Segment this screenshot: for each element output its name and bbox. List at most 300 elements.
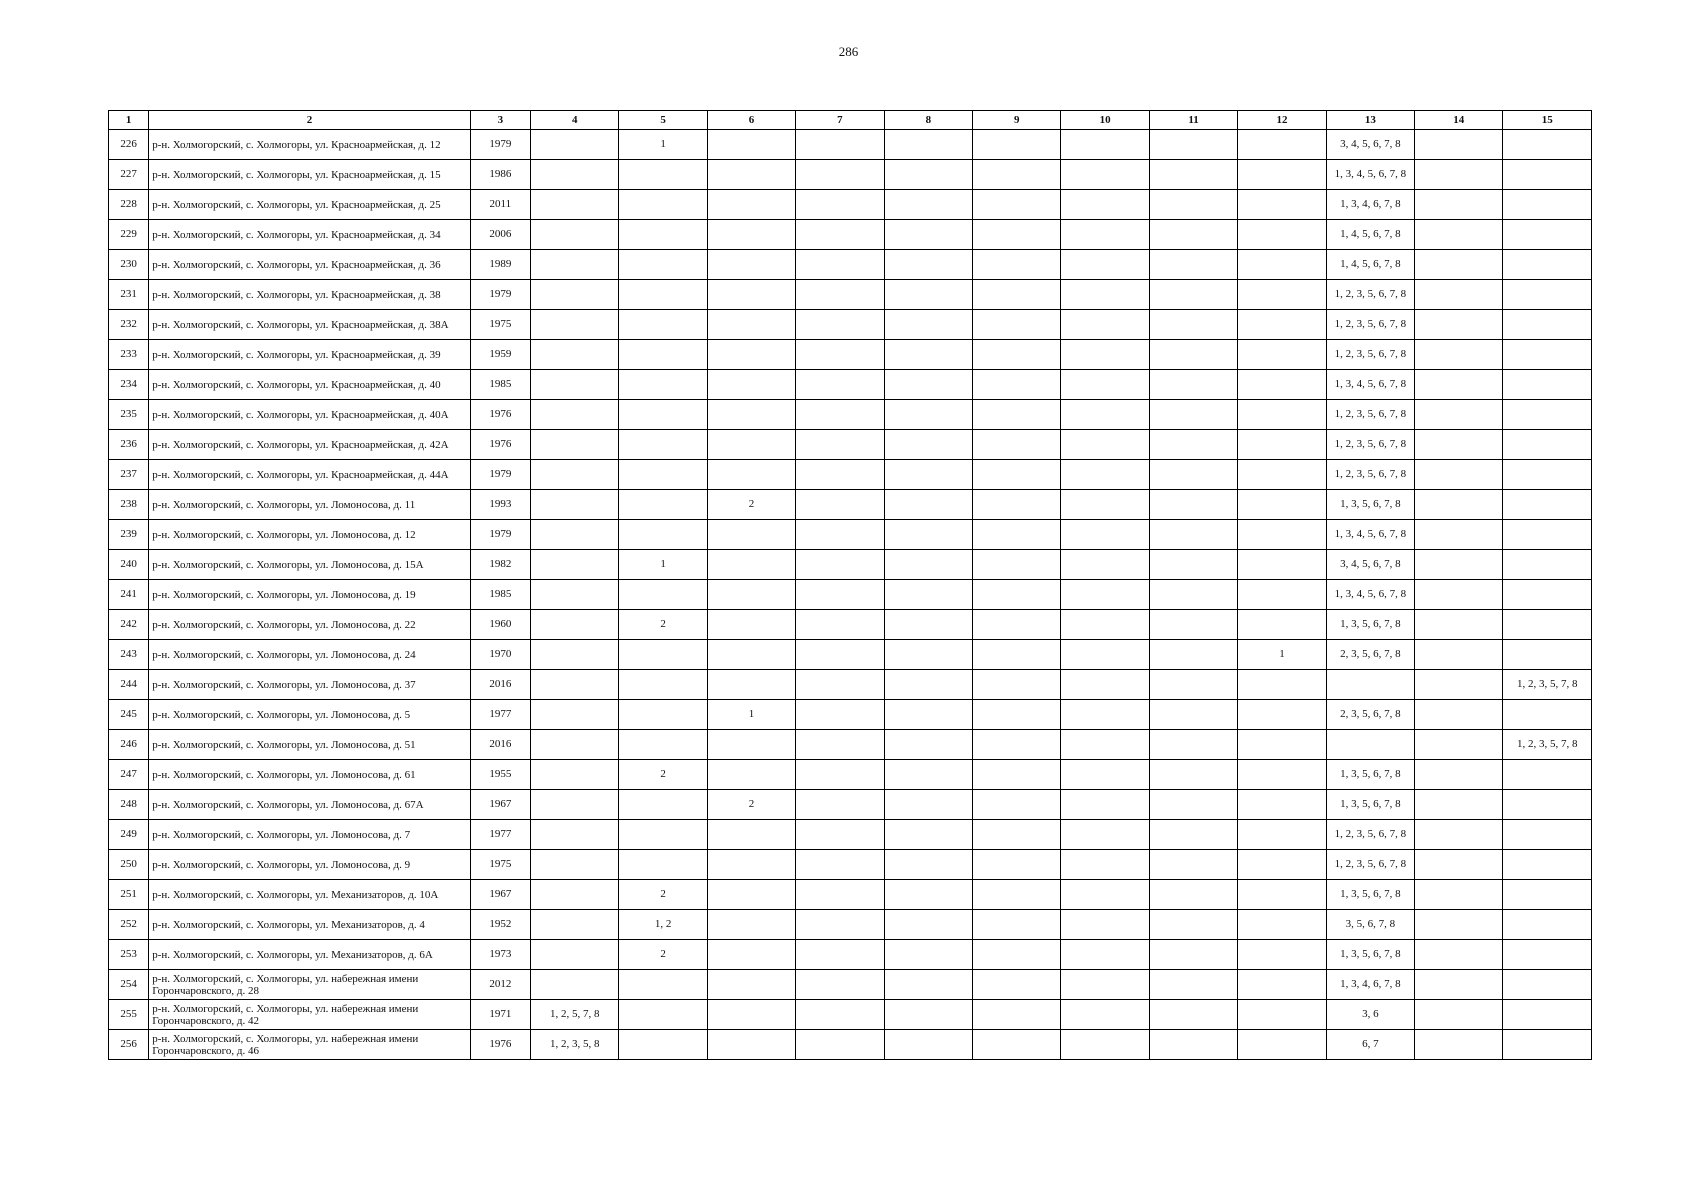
table-cell xyxy=(1238,790,1326,820)
table-cell xyxy=(530,340,618,370)
table-cell: 2 xyxy=(707,790,795,820)
table-body xyxy=(109,130,1592,1060)
table-row xyxy=(109,1030,1592,1060)
table-cell xyxy=(973,310,1061,340)
table-cell xyxy=(1415,310,1503,340)
row-number-cell: 234 xyxy=(109,370,149,400)
table-cell xyxy=(1149,1030,1237,1060)
table-cell xyxy=(1238,340,1326,370)
table-cell: 3, 4, 5, 6, 7, 8 xyxy=(1326,130,1414,160)
table-cell xyxy=(1503,190,1592,220)
address-cell: р-н. Холмогорский, с. Холмогоры, ул. Механизаторов, д. 6А xyxy=(149,940,471,970)
table-cell xyxy=(1238,670,1326,700)
year-cell: 1977 xyxy=(470,700,530,730)
table-cell xyxy=(973,160,1061,190)
table-cell: 1, 2, 3, 5, 6, 7, 8 xyxy=(1326,820,1414,850)
table-cell xyxy=(1238,160,1326,190)
table-cell xyxy=(1061,580,1149,610)
table-cell xyxy=(530,580,618,610)
table-cell xyxy=(619,310,707,340)
column-header-7: 7 xyxy=(796,111,884,130)
table-cell xyxy=(619,790,707,820)
table-cell xyxy=(707,310,795,340)
table-cell xyxy=(1149,760,1237,790)
table-cell xyxy=(796,1000,884,1030)
table-cell xyxy=(1503,220,1592,250)
year-cell: 1971 xyxy=(470,1000,530,1030)
header-row xyxy=(109,111,1592,130)
table-cell xyxy=(973,490,1061,520)
table-cell xyxy=(796,250,884,280)
table-cell xyxy=(707,190,795,220)
table-cell: 2, 3, 5, 6, 7, 8 xyxy=(1326,700,1414,730)
table-cell xyxy=(1238,700,1326,730)
row-number-cell: 240 xyxy=(109,550,149,580)
table-cell xyxy=(884,160,972,190)
table-cell xyxy=(973,550,1061,580)
row-number-cell: 251 xyxy=(109,880,149,910)
year-cell: 2011 xyxy=(470,190,530,220)
table-cell xyxy=(1415,400,1503,430)
table-cell xyxy=(1149,250,1237,280)
table-row xyxy=(109,190,1592,220)
table-cell xyxy=(1503,850,1592,880)
table-cell xyxy=(619,190,707,220)
table-cell xyxy=(530,940,618,970)
table-row xyxy=(109,880,1592,910)
table-cell xyxy=(796,700,884,730)
row-number-cell: 232 xyxy=(109,310,149,340)
year-cell: 1973 xyxy=(470,940,530,970)
table-cell xyxy=(796,850,884,880)
table-cell xyxy=(530,520,618,550)
table-cell xyxy=(707,460,795,490)
table-cell xyxy=(884,910,972,940)
table-cell xyxy=(707,820,795,850)
table-cell xyxy=(707,730,795,760)
table-cell xyxy=(884,1000,972,1030)
table-cell xyxy=(1415,520,1503,550)
table-cell xyxy=(530,490,618,520)
table-cell xyxy=(973,400,1061,430)
column-header-15: 15 xyxy=(1503,111,1592,130)
table-cell xyxy=(1415,820,1503,850)
table-cell xyxy=(619,220,707,250)
table-cell xyxy=(530,970,618,1000)
table-cell xyxy=(619,370,707,400)
table-cell: 1, 2, 3, 5, 6, 7, 8 xyxy=(1326,340,1414,370)
table-row xyxy=(109,640,1592,670)
table-cell xyxy=(1415,460,1503,490)
table-cell xyxy=(619,340,707,370)
table-cell xyxy=(1503,1000,1592,1030)
table-row xyxy=(109,520,1592,550)
table-cell xyxy=(619,490,707,520)
table-cell xyxy=(1149,940,1237,970)
table-cell xyxy=(619,460,707,490)
table-cell xyxy=(530,880,618,910)
table-cell xyxy=(530,760,618,790)
table-cell xyxy=(530,280,618,310)
table-cell xyxy=(1061,670,1149,700)
table-cell xyxy=(619,520,707,550)
table-cell xyxy=(1415,880,1503,910)
table-cell xyxy=(1503,640,1592,670)
table-cell xyxy=(1061,910,1149,940)
table-cell xyxy=(884,790,972,820)
table-cell xyxy=(1238,880,1326,910)
table-cell xyxy=(1149,1000,1237,1030)
table-cell xyxy=(1149,790,1237,820)
table-cell: 1, 3, 5, 6, 7, 8 xyxy=(1326,760,1414,790)
table-cell xyxy=(1238,1000,1326,1030)
table-cell xyxy=(1149,730,1237,760)
table-cell xyxy=(796,490,884,520)
year-cell: 1967 xyxy=(470,880,530,910)
table-cell: 1, 2, 5, 7, 8 xyxy=(530,1000,618,1030)
table-cell xyxy=(530,730,618,760)
table-cell xyxy=(1503,970,1592,1000)
table-cell xyxy=(1061,520,1149,550)
table-cell xyxy=(1149,460,1237,490)
table-cell xyxy=(796,520,884,550)
row-number-cell: 252 xyxy=(109,910,149,940)
table-cell xyxy=(1238,460,1326,490)
table-cell: 2, 3, 5, 6, 7, 8 xyxy=(1326,640,1414,670)
table-cell xyxy=(1061,370,1149,400)
table-cell: 3, 5, 6, 7, 8 xyxy=(1326,910,1414,940)
table-cell xyxy=(796,550,884,580)
table-cell: 3, 6 xyxy=(1326,1000,1414,1030)
row-number-cell: 233 xyxy=(109,340,149,370)
table-cell xyxy=(707,430,795,460)
table-cell xyxy=(707,850,795,880)
table-cell xyxy=(1326,670,1414,700)
table-cell: 2 xyxy=(619,940,707,970)
table-cell xyxy=(619,400,707,430)
table-cell xyxy=(619,970,707,1000)
table-cell xyxy=(1503,160,1592,190)
column-header-4: 4 xyxy=(530,111,618,130)
year-cell: 1985 xyxy=(470,580,530,610)
table-cell xyxy=(1238,850,1326,880)
address-cell: р-н. Холмогорский, с. Холмогоры, ул. Красноармейская, д. 12 xyxy=(149,130,471,160)
year-cell: 1977 xyxy=(470,820,530,850)
row-number-cell: 243 xyxy=(109,640,149,670)
year-cell: 1970 xyxy=(470,640,530,670)
column-header-9: 9 xyxy=(973,111,1061,130)
table-cell xyxy=(884,250,972,280)
table-cell: 1, 3, 5, 6, 7, 8 xyxy=(1326,880,1414,910)
table-cell xyxy=(884,820,972,850)
table-cell xyxy=(884,310,972,340)
row-number-cell: 237 xyxy=(109,460,149,490)
table-cell xyxy=(1061,850,1149,880)
table-cell xyxy=(1238,970,1326,1000)
table-cell xyxy=(1415,250,1503,280)
table-cell xyxy=(1149,310,1237,340)
year-cell: 2016 xyxy=(470,670,530,700)
table-cell xyxy=(1503,580,1592,610)
table-cell xyxy=(1061,460,1149,490)
table-cell xyxy=(1149,700,1237,730)
table-cell: 1 xyxy=(619,130,707,160)
table-cell xyxy=(1149,490,1237,520)
table-cell xyxy=(619,700,707,730)
table-cell xyxy=(1415,730,1503,760)
address-cell: р-н. Холмогорский, с. Холмогоры, ул. Ломоносова, д. 15А xyxy=(149,550,471,580)
table-cell xyxy=(1149,400,1237,430)
table-cell xyxy=(1238,130,1326,160)
table-cell xyxy=(796,970,884,1000)
table-cell: 1, 2, 3, 5, 6, 7, 8 xyxy=(1326,280,1414,310)
table-cell xyxy=(619,820,707,850)
year-cell: 1985 xyxy=(470,370,530,400)
table-row xyxy=(109,310,1592,340)
table-cell xyxy=(1149,670,1237,700)
table-cell: 1, 4, 5, 6, 7, 8 xyxy=(1326,220,1414,250)
row-number-cell: 241 xyxy=(109,580,149,610)
table-cell xyxy=(1149,910,1237,940)
table-cell xyxy=(707,160,795,190)
table-row xyxy=(109,220,1592,250)
table-cell xyxy=(1503,550,1592,580)
table-cell xyxy=(796,280,884,310)
table-cell xyxy=(1415,910,1503,940)
table-cell xyxy=(707,220,795,250)
row-number-cell: 244 xyxy=(109,670,149,700)
table-cell: 1, 2, 3, 5, 6, 7, 8 xyxy=(1326,400,1414,430)
table-cell xyxy=(1415,610,1503,640)
table-cell: 1, 2, 3, 5, 7, 8 xyxy=(1503,670,1592,700)
table-cell xyxy=(1149,190,1237,220)
table-cell xyxy=(1503,610,1592,640)
table-cell xyxy=(619,850,707,880)
table-cell xyxy=(1415,1030,1503,1060)
table-cell xyxy=(884,580,972,610)
table-cell xyxy=(1061,790,1149,820)
table-cell xyxy=(796,190,884,220)
table-row xyxy=(109,490,1592,520)
table-cell xyxy=(1503,310,1592,340)
table-cell xyxy=(1149,160,1237,190)
year-cell: 1979 xyxy=(470,130,530,160)
address-cell: р-н. Холмогорский, с. Холмогоры, ул. Ломоносова, д. 67А xyxy=(149,790,471,820)
row-number-cell: 247 xyxy=(109,760,149,790)
year-cell: 1960 xyxy=(470,610,530,640)
table-cell xyxy=(530,250,618,280)
table-cell xyxy=(530,910,618,940)
row-number-cell: 246 xyxy=(109,730,149,760)
table-cell xyxy=(1415,760,1503,790)
table-cell xyxy=(973,520,1061,550)
row-number-cell: 242 xyxy=(109,610,149,640)
year-cell: 1959 xyxy=(470,340,530,370)
table-cell xyxy=(1503,280,1592,310)
table-cell xyxy=(973,970,1061,1000)
table-cell xyxy=(1149,370,1237,400)
year-cell: 2006 xyxy=(470,220,530,250)
year-cell: 1986 xyxy=(470,160,530,190)
table-cell xyxy=(973,580,1061,610)
table-cell xyxy=(1503,820,1592,850)
table-cell xyxy=(707,130,795,160)
table-cell xyxy=(1061,940,1149,970)
row-number-cell: 228 xyxy=(109,190,149,220)
table-row xyxy=(109,400,1592,430)
table-cell xyxy=(973,910,1061,940)
table-cell xyxy=(1238,940,1326,970)
table-cell xyxy=(707,1000,795,1030)
table-row xyxy=(109,790,1592,820)
table-cell xyxy=(796,880,884,910)
table-cell xyxy=(973,460,1061,490)
table-cell: 1, 3, 4, 5, 6, 7, 8 xyxy=(1326,370,1414,400)
table-cell xyxy=(884,700,972,730)
table-cell: 1 xyxy=(707,700,795,730)
row-number-cell: 231 xyxy=(109,280,149,310)
table-cell xyxy=(1149,550,1237,580)
table-cell xyxy=(884,460,972,490)
table-cell xyxy=(1061,550,1149,580)
table-row xyxy=(109,970,1592,1000)
table-cell xyxy=(1061,280,1149,310)
year-cell: 1979 xyxy=(470,520,530,550)
table-cell xyxy=(1061,490,1149,520)
table-cell xyxy=(973,670,1061,700)
table-cell xyxy=(1149,430,1237,460)
table-cell xyxy=(973,820,1061,850)
table-cell xyxy=(973,1030,1061,1060)
table-cell xyxy=(1503,400,1592,430)
address-cell: р-н. Холмогорский, с. Холмогоры, ул. Ломоносова, д. 51 xyxy=(149,730,471,760)
table-cell xyxy=(530,400,618,430)
table-cell xyxy=(619,640,707,670)
table-cell xyxy=(1238,610,1326,640)
table-cell xyxy=(1503,130,1592,160)
table-cell xyxy=(1326,730,1414,760)
year-cell: 1989 xyxy=(470,250,530,280)
table-cell xyxy=(530,310,618,340)
table-cell xyxy=(884,280,972,310)
table-cell: 1, 3, 5, 6, 7, 8 xyxy=(1326,490,1414,520)
row-number-cell: 248 xyxy=(109,790,149,820)
table-cell xyxy=(1415,700,1503,730)
address-cell: р-н. Холмогорский, с. Холмогоры, ул. Красноармейская, д. 34 xyxy=(149,220,471,250)
table-cell: 1, 3, 4, 6, 7, 8 xyxy=(1326,190,1414,220)
table-cell xyxy=(1061,880,1149,910)
table-cell xyxy=(530,550,618,580)
table-cell xyxy=(884,370,972,400)
table-cell xyxy=(1415,640,1503,670)
table-cell xyxy=(1238,820,1326,850)
table-cell xyxy=(1415,340,1503,370)
table-cell: 1, 3, 5, 6, 7, 8 xyxy=(1326,790,1414,820)
year-cell: 1975 xyxy=(470,310,530,340)
table-cell: 1, 2 xyxy=(619,910,707,940)
table-cell xyxy=(1503,490,1592,520)
table-cell xyxy=(973,880,1061,910)
table-cell xyxy=(884,490,972,520)
table-cell xyxy=(1238,430,1326,460)
table-cell xyxy=(1149,130,1237,160)
table-cell xyxy=(796,130,884,160)
row-number-cell: 230 xyxy=(109,250,149,280)
table-cell xyxy=(1061,220,1149,250)
column-header-14: 14 xyxy=(1415,111,1503,130)
table-cell: 1 xyxy=(1238,640,1326,670)
table-cell xyxy=(1503,760,1592,790)
table-cell xyxy=(1415,430,1503,460)
table-cell xyxy=(973,1000,1061,1030)
address-cell: р-н. Холмогорский, с. Холмогоры, ул. Ломоносова, д. 37 xyxy=(149,670,471,700)
address-cell: р-н. Холмогорский, с. Холмогоры, ул. Красноармейская, д. 40 xyxy=(149,370,471,400)
table-cell xyxy=(884,970,972,1000)
table-cell xyxy=(707,250,795,280)
table-cell xyxy=(1238,910,1326,940)
address-cell: р-н. Холмогорский, с. Холмогоры, ул. Красноармейская, д. 42А xyxy=(149,430,471,460)
table-cell xyxy=(973,850,1061,880)
row-number-cell: 226 xyxy=(109,130,149,160)
address-cell: р-н. Холмогорский, с. Холмогоры, ул. Красноармейская, д. 15 xyxy=(149,160,471,190)
address-cell: р-н. Холмогорский, с. Холмогоры, ул. Механизаторов, д. 4 xyxy=(149,910,471,940)
row-number-cell: 238 xyxy=(109,490,149,520)
address-cell: р-н. Холмогорский, с. Холмогоры, ул. Ломоносова, д. 12 xyxy=(149,520,471,550)
table-cell xyxy=(973,790,1061,820)
row-number-cell: 253 xyxy=(109,940,149,970)
column-header-12: 12 xyxy=(1238,111,1326,130)
address-cell: р-н. Холмогорский, с. Холмогоры, ул. Красноармейская, д. 39 xyxy=(149,340,471,370)
table-cell xyxy=(884,520,972,550)
table-cell: 1, 3, 4, 5, 6, 7, 8 xyxy=(1326,160,1414,190)
table-cell xyxy=(1415,940,1503,970)
table-cell xyxy=(884,640,972,670)
table-cell xyxy=(1238,760,1326,790)
table-cell: 6, 7 xyxy=(1326,1030,1414,1060)
column-header-2: 2 xyxy=(149,111,471,130)
table-row xyxy=(109,280,1592,310)
table-cell xyxy=(1149,610,1237,640)
table-cell xyxy=(884,130,972,160)
table-cell xyxy=(973,730,1061,760)
address-cell: р-н. Холмогорский, с. Холмогоры, ул. Ломоносова, д. 7 xyxy=(149,820,471,850)
address-cell: р-н. Холмогорский, с. Холмогоры, ул. Ломоносова, д. 22 xyxy=(149,610,471,640)
year-cell: 1976 xyxy=(470,400,530,430)
table-cell: 1, 2, 3, 5, 6, 7, 8 xyxy=(1326,430,1414,460)
table-cell xyxy=(973,340,1061,370)
table-cell xyxy=(707,970,795,1000)
table-cell xyxy=(796,160,884,190)
table-cell xyxy=(796,640,884,670)
table-cell: 1, 2, 3, 5, 6, 7, 8 xyxy=(1326,850,1414,880)
table-row xyxy=(109,1000,1592,1030)
table-cell xyxy=(973,640,1061,670)
table-cell xyxy=(1503,430,1592,460)
table-cell xyxy=(973,430,1061,460)
table-cell xyxy=(1061,130,1149,160)
table-cell xyxy=(707,610,795,640)
row-number-cell: 250 xyxy=(109,850,149,880)
table-cell xyxy=(1503,250,1592,280)
table-cell: 1, 2, 3, 5, 6, 7, 8 xyxy=(1326,460,1414,490)
table-row xyxy=(109,550,1592,580)
table-row xyxy=(109,130,1592,160)
table-cell xyxy=(796,370,884,400)
table-cell xyxy=(796,1030,884,1060)
address-cell: р-н. Холмогорский, с. Холмогоры, ул. Красноармейская, д. 38А xyxy=(149,310,471,340)
table-cell xyxy=(1415,160,1503,190)
year-cell: 1955 xyxy=(470,760,530,790)
